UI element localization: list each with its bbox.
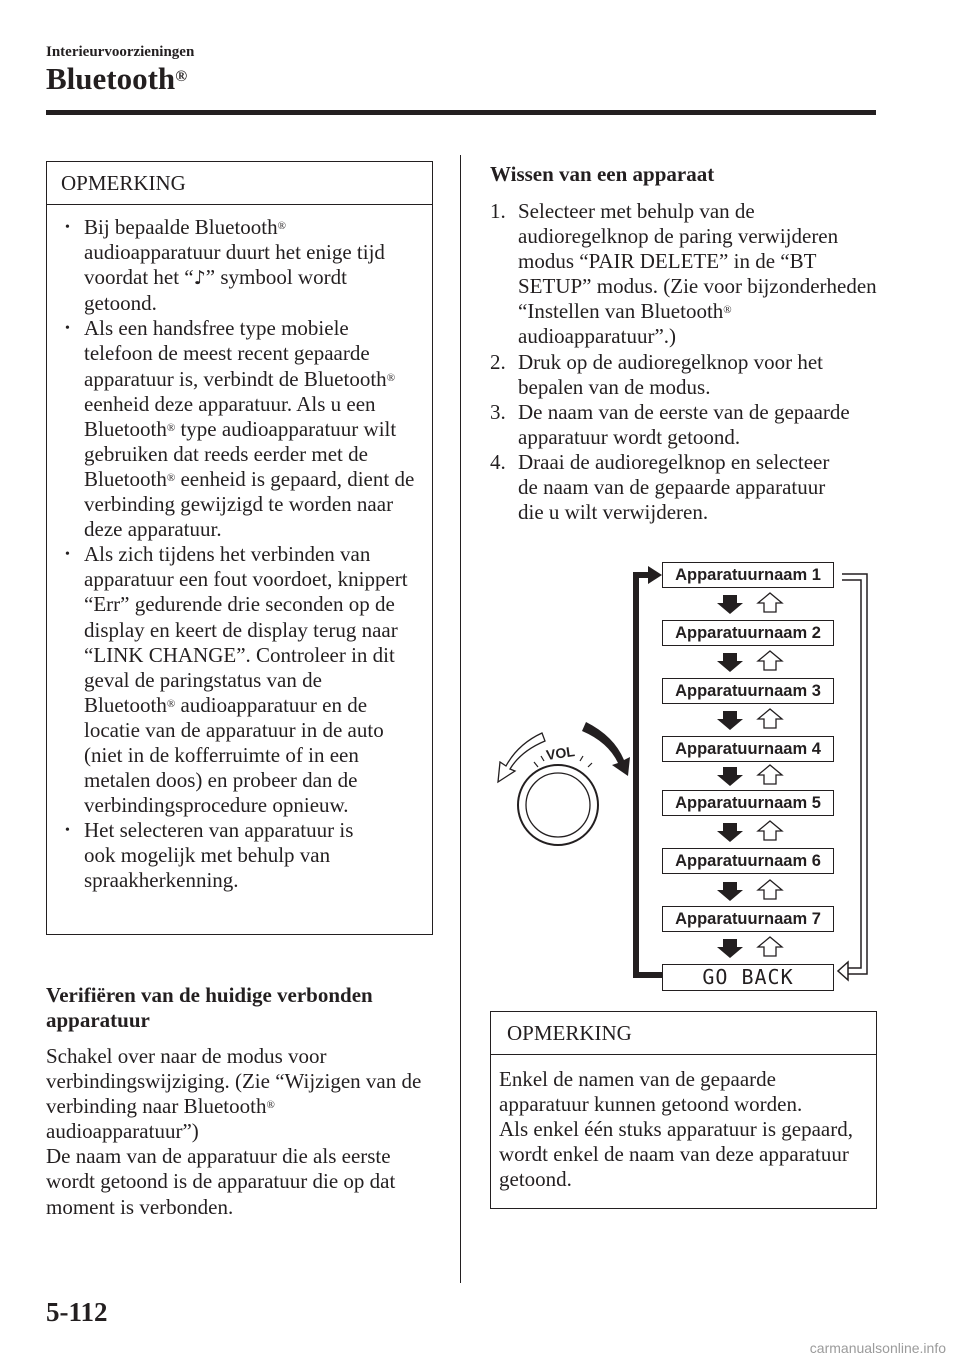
- down-arrow-icon: [717, 653, 743, 672]
- device-name-box-1: Apparatuurnaam 1: [662, 562, 834, 588]
- up-arrow-icon: [758, 765, 782, 784]
- return-arrowhead-icon: [838, 962, 848, 980]
- device-name-box-6: Apparatuurnaam 6: [662, 848, 834, 874]
- registered-mark: ®: [175, 68, 188, 85]
- note-2-paragraph-2: Als enkel één stuks apparatuur is gepaard, wordt enkel de naam van deze apparatuur getoond.: [499, 1117, 853, 1192]
- knob-label: VOL: [545, 743, 576, 763]
- up-arrow-icon: [758, 593, 782, 612]
- up-arrow-icon: [758, 821, 782, 840]
- verify-paragraph-1: Schakel over naar de modus voor verbindingswijziging. (Zie “Wijzigen van de verbinding naar Bluetooth® audioapparatuur”): [46, 1044, 422, 1144]
- up-arrow-icon: [758, 651, 782, 670]
- page-number: 5-112: [46, 1297, 108, 1327]
- down-arrow-icon: [717, 595, 743, 614]
- section-label: Interieurvoorzieningen: [46, 44, 195, 60]
- bracket-line: [636, 575, 662, 975]
- device-name-box-3: Apparatuurnaam 3: [662, 678, 834, 704]
- chapter-title-text: Bluetooth: [46, 61, 176, 96]
- note-2-body: [491, 1055, 876, 1192]
- down-arrow-icon: [717, 767, 743, 786]
- note-bullet-3: • Als zich tijdens het verbinden van apparatuur een fout voordoet, knippert “Err” gedurende drie seconden op de display en keert de display terug naar “LINK CHANGE”. Controleer in dit geval de paringstatus van de Bluetooth® audioapparatuur en de locatie van de apparatuur in de auto (niet in de kofferruimte of in een metalen doos) en probeer dan de verbindingsprocedure opnieuw.: [63, 542, 422, 818]
- note-box: [46, 161, 433, 935]
- note-bullet-4: • Het selecteren van apparatuur is ook mogelijk met behulp van spraakherkenning.: [63, 818, 422, 893]
- column-divider: [460, 155, 461, 1283]
- verify-heading: Verifiëren van de huidige verbonden apparatuur: [46, 983, 373, 1032]
- step-2: 2. Druk op de audioregelknop voor het bepalen van de modus.: [490, 349, 824, 399]
- note-heading: OPMERKING: [47, 162, 432, 205]
- up-arrow-icon: [758, 880, 782, 899]
- down-arrow-icon: [717, 823, 743, 842]
- return-bracket-inner: [842, 580, 861, 968]
- erase-heading: Wissen van een apparaat: [490, 162, 715, 186]
- note-2-paragraph-1: Enkel de namen van de gepaarde apparatuur kunnen getoond worden.: [499, 1067, 803, 1117]
- device-name-box-5: Apparatuurnaam 5: [662, 790, 834, 816]
- watermark: carmanualsonline.info: [809, 1340, 946, 1356]
- return-bracket: [842, 574, 867, 974]
- down-arrow-icon: [717, 939, 743, 958]
- chapter-title: [46, 58, 187, 100]
- up-arrow-icon: [758, 937, 782, 956]
- up-arrow-icon: [758, 709, 782, 728]
- note-list: [47, 205, 432, 894]
- down-arrow-icon: [717, 711, 743, 730]
- device-name-box-2: Apparatuurnaam 2: [662, 620, 834, 646]
- vol-knob-icon: [498, 722, 630, 845]
- note-bullet-2: • Als een handsfree type mobiele telefoon de meest recent gepaarde apparatuur is, verbindt de Bluetooth® eenheid deze apparatuur. Als u een Bluetooth® type audioapparatuur wilt gebruiken dat reeds eerder met de Bluetooth® eenheid is gepaard, dient de verbinding gewijzigd te worden naar deze apparatuur.: [63, 316, 422, 542]
- verify-paragraph: [46, 1044, 431, 1220]
- step-1: 1. Selecteer met behulp van de audioregelknop de paring verwijderen modus “PAIR DELETE” in de “BT SETUP” modus. (Zie voor bijzonderheden “Instellen van Bluetooth® audioapparatuur”.): [490, 199, 877, 349]
- down-arrow-icon: [717, 882, 743, 901]
- note-bullet-1: • Bij bepaalde Bluetooth® audioapparatuur duurt het enige tijd voordat het “♪” symbool wordt getoond.: [63, 215, 422, 316]
- erase-steps: [490, 199, 878, 525]
- verify-paragraph-2: De naam van de apparatuur die als eerste wordt getoond is de apparatuur die op dat moment is verbonden.: [46, 1144, 396, 1219]
- step-3: 3. De naam van de eerste van de gepaarde apparatuur wordt getoond.: [490, 399, 850, 449]
- note-2-heading: OPMERKING: [491, 1012, 876, 1055]
- go-back-box: GO BACK: [662, 964, 834, 991]
- music-note-icon: ♪: [193, 267, 206, 290]
- header-rule: [46, 110, 876, 115]
- device-name-box-7: Apparatuurnaam 7: [662, 906, 834, 932]
- rotate-right-arrow-icon: [582, 722, 630, 776]
- note-box-2: [490, 1011, 877, 1209]
- step-4: 4. Draai de audioregelknop en selecteer de naam van de gepaarde apparatuur die u wilt verwijderen.: [490, 449, 830, 525]
- device-name-box-4: Apparatuurnaam 4: [662, 736, 834, 762]
- navigation-arrows: [717, 593, 782, 958]
- bracket-arrowhead: [648, 566, 662, 584]
